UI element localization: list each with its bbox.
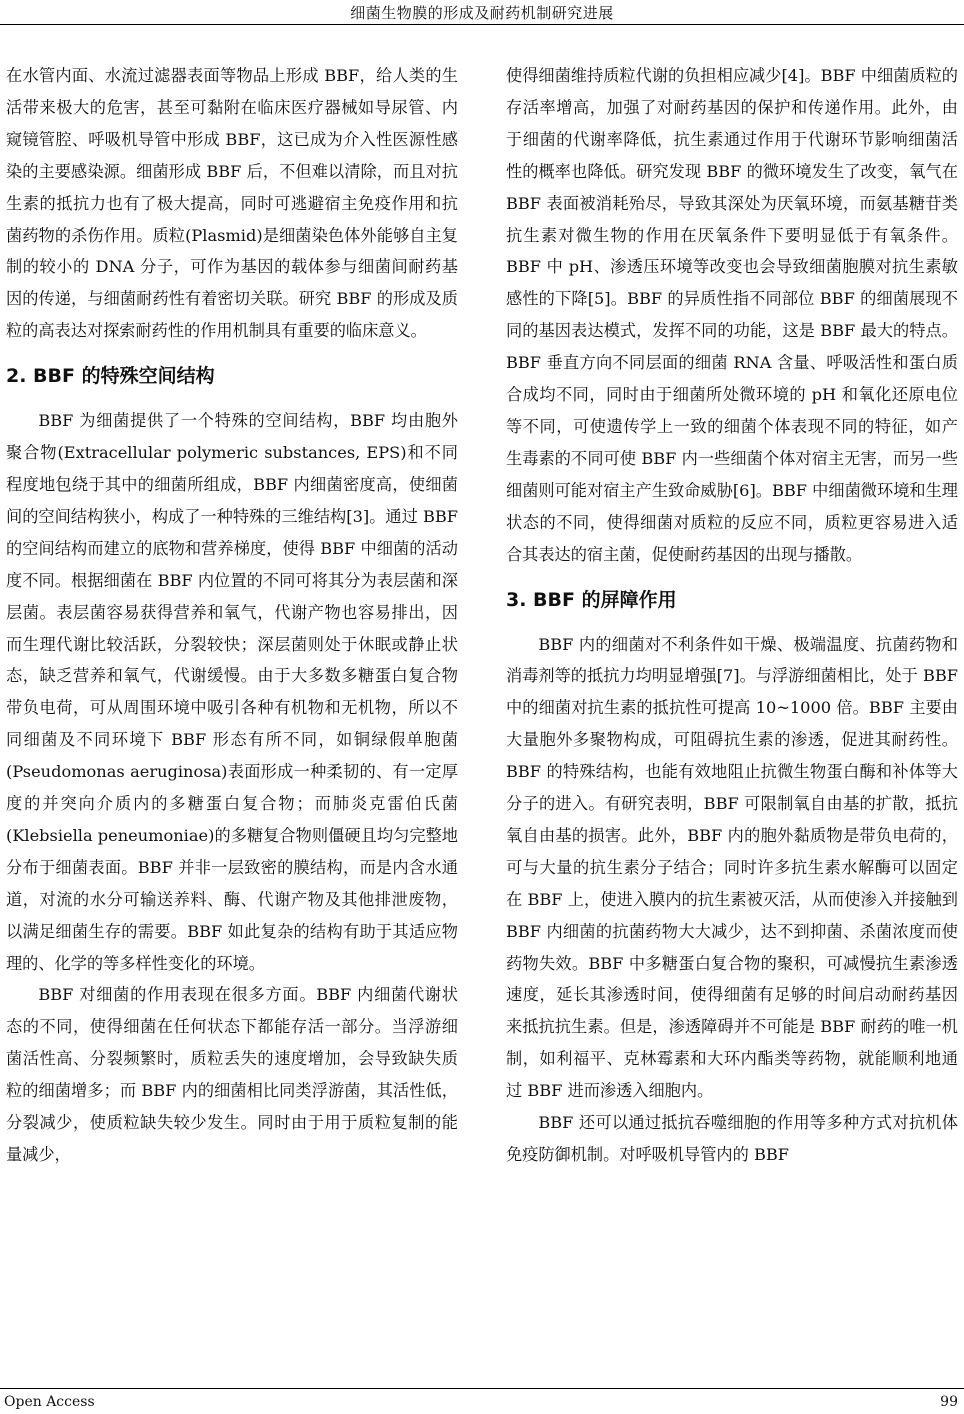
paragraph: BBF 内的细菌对不利条件如干燥、极端温度、抗菌药物和消毒剂等的抵抗力均明显增强[7]。与浮游细菌相比，处于 BBF 中的细菌对抗生素的抵抗性可提高 10~1000 倍。BBF 主要由大量胞外多聚物构成，可阻碍抗生素的渗透，促进其耐药性。BBF 的特殊结构，也能有效地阻止抗微生物蛋白酶和补体等大分子的进入。有研究表明，BBF 可限制氧自由基的扩散，抵抗氧自由基的损害。此外，BBF 内的胞外黏质物是带负电荷的，可与大量的抗生素分子结合；同时许多抗生素水解酶可以固定在 BBF 上，使进入膜内的抗生素被灭活，从而使渗入并接触到 BBF 内细菌的抗菌药物大大减少，达不到抑菌、杀菌浓度而使药物失效。BBF 中多糖蛋白复合物的聚积，可减慢抗生素渗透速度，延长其渗透时间，使得细菌有足够的时间启动耐药基因来抵抗抗生素。但是，渗透障碍并不可能是 BBF 耐药的唯一机制，如利福平、克林霉素和大环内酯类等药物，就能顺利地通过 BBF 进而渗透入细胞内。	[506, 634, 958, 1101]
page-number: 99	[940, 1394, 958, 1410]
paragraph: BBF 还可以通过抵抗吞噬细胞的作用等多种方式对抗机体免疫防御机制。对呼吸机导管内的 BBF	[506, 1113, 958, 1164]
journal-article-title: 细菌生物膜的形成及耐药机制研究进展	[350, 4, 614, 22]
footer-divider	[0, 1388, 964, 1389]
open-access-label: Open Access	[4, 1394, 95, 1410]
section-heading: 3. BBF 的屏障作用	[506, 588, 677, 611]
running-header	[0, 0, 964, 26]
paragraph: BBF 为细菌提供了一个特殊的空间结构，BBF 均由胞外聚合物(Extracellular polymeric substances, EPS)和不同程度地包绕于其中的细菌所组成，BBF 内细菌密度高，使细菌间的空间结构狭小，构成了一种特殊的三维结构[3]。通过 BBF 的空间结构而建立的底物和营养梯度，使得 BBF 中细菌的活动度不同。根据细菌在 BBF 内位置的不同可将其分为表层菌和深层菌。表层菌容易获得营养和氧气，代谢产物也容易排出，因而生理代谢比较活跃，分裂较快；深层菌则处于休眠或静止状态，缺乏营养和氧气，代谢缓慢。由于大多数多糖蛋白复合物带负电荷，可从周围环境中吸引各种有机物和无机物，所以不同细菌及不同环境下 BBF 形态有所不同，如铜绿假单胞菌(Pseudomonas aeruginosa)表面形成一种柔韧的、有一定厚度的并突向介质内的多糖蛋白复合物；而肺炎克雷伯氏菌(Klebsiella peneumoniae)的多糖复合物则僵硬且均匀完整地分布于细菌表面。BBF 并非一层致密的膜结构，而是内含水通道，对流的水分可输送养料、酶、代谢产物及其他排泄废物，以满足细菌生存的需要。BBF 如此复杂的结构有助于其适应物理的、化学的等多样性变化的环境。	[6, 411, 458, 973]
page-footer	[0, 1388, 964, 1414]
left-column	[6, 60, 458, 1171]
paragraph: BBF 对细菌的作用表现在很多方面。BBF 内细菌代谢状态的不同，使得细菌在任何状态下都能存活一部分。当浮游细菌活性高、分裂频繁时，质粒丢失的速度增加，会导致缺失质粒的细菌增多；而 BBF 内的细菌相比同类浮游菌，其活性低，分裂减少，使质粒缺失较少发生。同时由于用于质粒复制的能量减少，	[6, 985, 458, 1164]
section-heading: 2. BBF 的特殊空间结构	[6, 365, 215, 388]
paragraph: 在水管内面、水流过滤器表面等物品上形成 BBF，给人类的生活带来极大的危害，甚至可黏附在临床医疗器械如导尿管、内窥镜管腔、呼吸机导管中形成 BBF，这已成为介入性医源性感染的主要感染源。细菌形成 BBF 后，不但难以清除，而且对抗生素的抵抗力也有了极大提高，同时可逃避宿主免疫作用和抗菌药物的杀伤作用。质粒(Plasmid)是细菌染色体外能够自主复制的较小的 DNA 分子，可作为基因的载体参与细菌间耐药基因的传递，与细菌耐药性有着密切关联。研究 BBF 的形成及质粒的高表达对探索耐药性的作用机制具有重要的临床意义。	[6, 66, 458, 341]
header-divider	[0, 24, 964, 25]
paragraph: 使得细菌维持质粒代谢的负担相应减少[4]。BBF 中细菌质粒的存活率增高，加强了对耐药基因的保护和传递作用。此外，由于细菌的代谢率降低，抗生素通过作用于代谢环节影响细菌活性的概率也降低。研究发现 BBF 的微环境发生了改变，氧气在 BBF 表面被消耗殆尽，导致其深处为厌氧环境，而氨基糖苷类抗生素对微生物的作用在厌氧条件下要明显低于有氧条件。BBF 中 pH、渗透压环境等改变也会导致细菌胞膜对抗生素敏感性的下降[5]。BBF 的异质性指不同部位 BBF 的细菌展现不同的基因表达模式，发挥不同的功能，这是 BBF 最大的特点。BBF 垂直方向不同层面的细菌 RNA 含量、呼吸活性和蛋白质合成均不同，同时由于细菌所处微环境的 pH 和氧化还原电位等不同，可使遗传学上一致的细菌个体表现不同的特征，如产生毒素的不同可使 BBF 内一些细菌个体对宿主无害，而另一些细菌则可能对宿主产生致命威胁[6]。BBF 中细菌微环境和生理状态的不同，使得细菌对质粒的反应不同，质粒更容易进入适合其表达的宿主菌，促使耐药基因的出现与播散。	[506, 66, 958, 564]
right-column	[506, 60, 958, 1171]
